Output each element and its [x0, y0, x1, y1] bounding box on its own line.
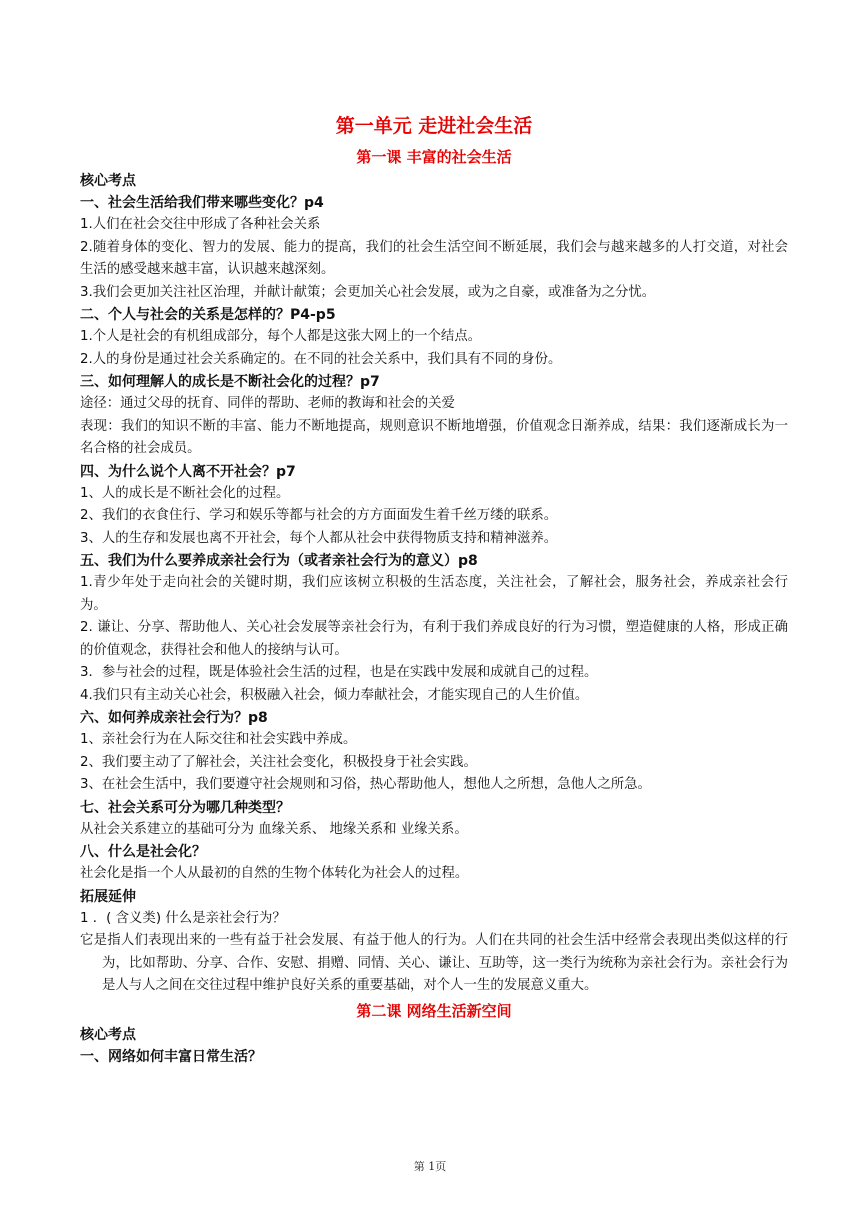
unit-title: 第一单元 走进社会生活: [335, 115, 533, 137]
answer-2-2: 2.人的身份是通过社会关系确定的。在不同的社会关系中，我们具有不同的身份。: [80, 351, 562, 367]
extension-answer-1: 它是指人们表现出来的一些有益于社会发展、有益于他人的行为。人们在共同的社会生活中经常会表现出类似这样的行为，比如帮助、分享、合作、安慰、捐赠、同情、关心、谦让、互助等，这一类行为统称为亲社会行为。亲社会行为是人与人之间在交往过程中维护良好关系的重要基础，对个人一生的发展意义重大。: [80, 933, 788, 993]
page-number: 第 1页: [413, 1160, 447, 1173]
document-page: [80, 112, 788, 1068]
question-1: 一、社会生活给我们带来哪些变化？p4: [80, 195, 324, 211]
question-2: 二、个人与社会的关系是怎样的？P4-p5: [80, 307, 336, 323]
answer-6-1: 1、亲社会行为在人际交往和社会实践中养成。: [80, 732, 357, 747]
answer-2-1: 1.个人是社会的有机组成部分，每个人都是这张大网上的一个结点。: [80, 329, 482, 344]
question-4: 四、为什么说个人离不开社会？p7: [80, 463, 296, 480]
question-3: 三、如何理解人的成长是不断社会化的过程？p7: [80, 374, 380, 390]
core-heading-1: 核心考点: [80, 173, 136, 189]
answer-5-4: 4.我们只有主动关心社会，积极融入社会，倾力奉献社会，才能实现自己的人生价值。: [80, 687, 589, 703]
answer-7-1: 从社会关系建立的基础可分为 血缘关系、 地缘关系和 业缘关系。: [80, 821, 468, 837]
lesson-2-title: 第二课 网络生活新空间: [356, 1001, 512, 1020]
answer-1-2: 2.随着身体的变化、智力的发展、能力的提高，我们的社会生活空间不断延展，我们会与越来越多的人打交道，对社会生活的感受越来越丰富，认识越来越深刻。: [80, 239, 788, 277]
extension-question-1: 1 ．( 含义类) 什么是亲社会行为？: [80, 910, 286, 926]
answer-8-1: 社会化是指一个人从最初的自然的生物个体转化为社会人的过程。: [80, 866, 469, 881]
answer-6-3: 3、在社会生活中，我们要遵守社会规则和习俗，热心帮助他人，想他人之所想，急他人之所急。: [80, 777, 651, 792]
answer-5-3: 3．参与社会的过程，既是体验社会生活的过程，也是在实践中发展和成就自己的过程。: [80, 665, 598, 680]
answer-1-3: 3.我们会更加关注社区治理，并献计献策；会更加关心社会发展，或为之自豪，或准备为之分忧。: [80, 284, 656, 300]
extension-heading: 拓展延伸: [80, 888, 136, 905]
lesson-2-question-1: 一、网络如何丰富日常生活？: [80, 1048, 262, 1065]
question-8: 八、什么是社会化？: [80, 844, 206, 860]
question-5: 五、我们为什么要养成亲社会行为（或者亲社会行为的意义）p8: [80, 553, 478, 569]
answer-5-2: 2. 谦让、分享、帮助他人、关心社会发展等亲社会行为，有利于我们养成良好的行为习惯，塑造健康的人格，形成正确的价值观念，获得社会和他人的接纳与认可。: [80, 620, 788, 658]
answer-5-1: 1.青少年处于走向社会的关键时期，我们应该树立积极的生活态度，关注社会，了解社会，服务社会，养成亲社会行为。: [80, 575, 788, 613]
question-7: 七、社会关系可分为哪几种类型？: [80, 799, 290, 816]
answer-4-2: 2、我们的衣食住行、学习和娱乐等都与社会的方方面面发生着千丝万缕的联系。: [80, 508, 558, 523]
answer-3-2: 表现：我们的知识不断的丰富、能力不断地提高，规则意识不断地增强，价值观念日渐养成，结果：我们逐渐成长为一名合格的社会成员。: [80, 418, 788, 456]
lesson-1-title: 第一课 丰富的社会生活: [356, 148, 512, 166]
answer-4-3: 3、人的生存和发展也离不开社会，每个人都从社会中获得物质支持和精神滋养。: [80, 530, 558, 546]
core-heading-2: 核心考点: [80, 1026, 136, 1043]
answer-4-1: 1、人的成长是不断社会化的过程。: [80, 485, 290, 501]
answer-6-2: 2、我们要主动了了解社会，关注社会变化，积极投身于社会实践。: [80, 754, 477, 770]
answer-1-1: 1.人们在社会交往中形成了各种社会关系: [80, 217, 321, 232]
answer-3-1: 途径：通过父母的抚育、同伴的帮助、老师的教诲和社会的关爱: [80, 396, 455, 411]
question-6: 六、如何养成亲社会行为？p8: [80, 710, 268, 726]
